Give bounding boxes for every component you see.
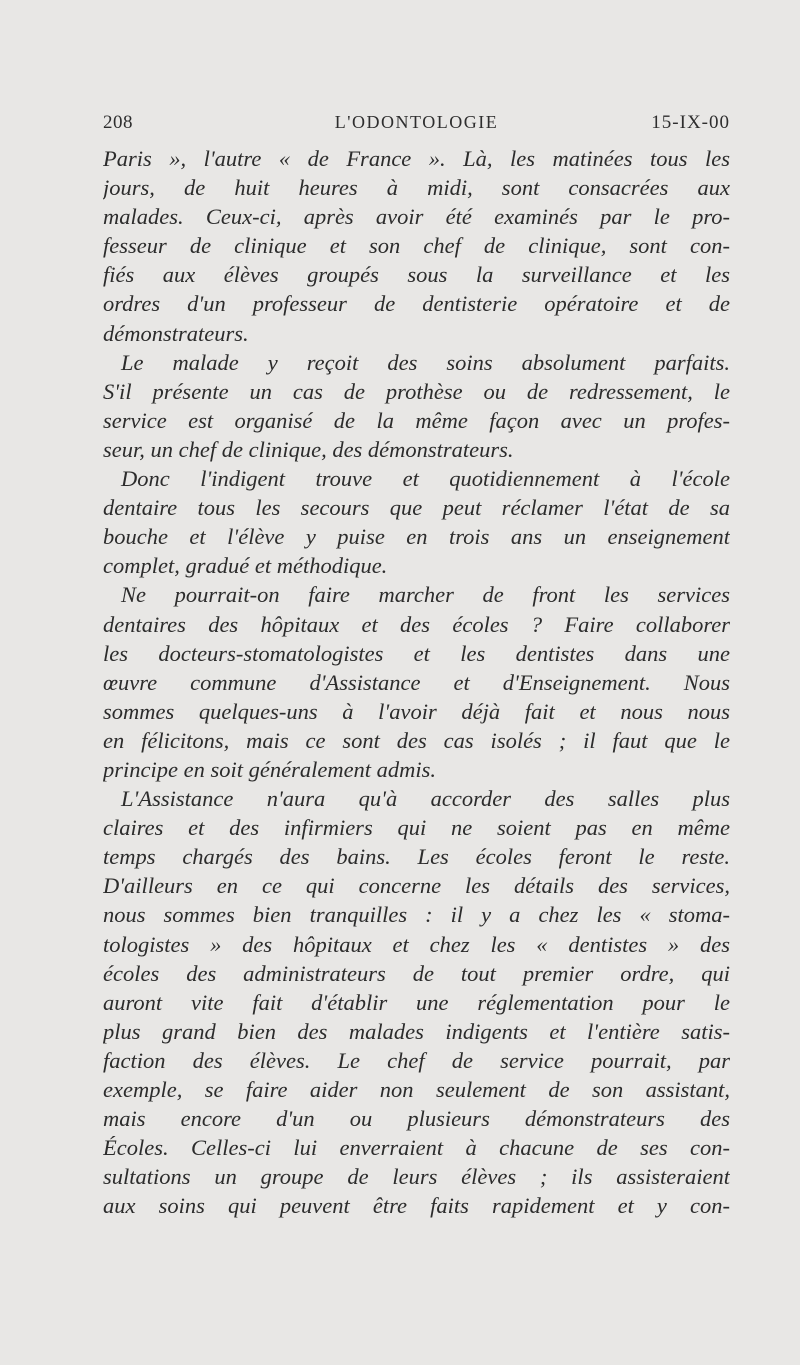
text-line: Donc l'indigent trouve et quotidiennement à l'école [121, 466, 730, 492]
text-line: fiés aux élèves groupés sous la surveillance et les [103, 262, 730, 288]
text-line: jours, de huit heures à midi, sont consacrées aux [103, 175, 730, 201]
text-line: Écoles. Celles-ci lui enverraient à chacune de ses con- [103, 1135, 730, 1161]
text-line: bouche et l'élève y puise en trois ans un enseignement [103, 524, 730, 550]
text-line: en félicitons, mais ce sont des cas isolés ; il faut que le [103, 727, 730, 753]
text-line: service est organisé de la même façon avec un profes- [103, 407, 730, 433]
paragraph [103, 784, 730, 1220]
journal-title: L'ODONTOLOGIE [334, 112, 499, 132]
text-line: fesseur de clinique et son chef de clinique, sont con- [103, 233, 730, 259]
text-line: complet, gradué et méthodique. [103, 553, 388, 579]
body-text [103, 144, 730, 1220]
page-number: 208 [103, 112, 133, 133]
text-line: sommes quelques-uns à l'avoir déjà fait et nous nous [103, 698, 730, 724]
text-line: tologistes » des hôpitaux et chez les « dentistes » des [103, 931, 730, 957]
text-line: D'ailleurs en ce qui concerne les détails des services, [103, 873, 730, 899]
text-line: œuvre commune d'Assistance et d'Enseignement. Nous [103, 669, 730, 695]
issue-date: 15-IX-00 [651, 112, 730, 133]
text-line: Paris », l'autre « de France ». Là, les matinées tous les [103, 146, 730, 171]
text-line: dentaires des hôpitaux et des écoles ? Faire collaborer [103, 611, 730, 637]
paragraph [103, 144, 730, 348]
text-line: mais encore d'un ou plusieurs démonstrateurs des [103, 1106, 730, 1132]
text-line: nous sommes bien tranquilles : il y a chez les « stoma- [103, 902, 730, 928]
text-line: principe en soit généralement admis. [103, 756, 437, 782]
running-header [103, 112, 730, 136]
text-line: S'il présente un cas de prothèse ou de redressement, le [103, 378, 730, 404]
text-line: exemple, se faire aider non seulement de son assistant, [103, 1077, 730, 1102]
paragraph [103, 580, 730, 784]
text-line: les docteurs-stomatologistes et les dentistes dans une [103, 640, 730, 666]
paragraph [103, 464, 730, 580]
text-line: auront vite fait d'établir une réglementation pour le [103, 989, 730, 1015]
paragraph [103, 348, 730, 464]
text-line: sultations un groupe de leurs élèves ; ils assisteraient [103, 1164, 730, 1190]
text-line: plus grand bien des malades indigents et l'entière satis- [103, 1018, 730, 1044]
text-line: aux soins qui peuvent être faits rapidement et y con- [103, 1193, 730, 1219]
text-line: écoles des administrateurs de tout premier ordre, qui [103, 960, 730, 986]
text-line: Le malade y reçoit des soins absolument parfaits. [121, 349, 730, 375]
text-line: L'Assistance n'aura qu'à accorder des salles plus [121, 786, 730, 812]
text-line: démonstrateurs. [103, 320, 249, 346]
text-line: malades. Ceux-ci, après avoir été examinés par le pro- [103, 204, 730, 230]
text-line: faction des élèves. Le chef de service pourrait, par [103, 1047, 730, 1073]
text-line: temps chargés des bains. Les écoles feront le reste. [103, 844, 730, 870]
text-line: Ne pourrait-on faire marcher de front les services [121, 582, 730, 608]
text-line: seur, un chef de clinique, des démonstrateurs. [103, 436, 514, 462]
text-line: dentaire tous les secours que peut réclamer l'état de sa [103, 495, 730, 521]
text-line: claires et des infirmiers qui ne soient pas en même [103, 815, 730, 841]
text-line: ordres d'un professeur de dentisterie opératoire et de [103, 291, 730, 317]
